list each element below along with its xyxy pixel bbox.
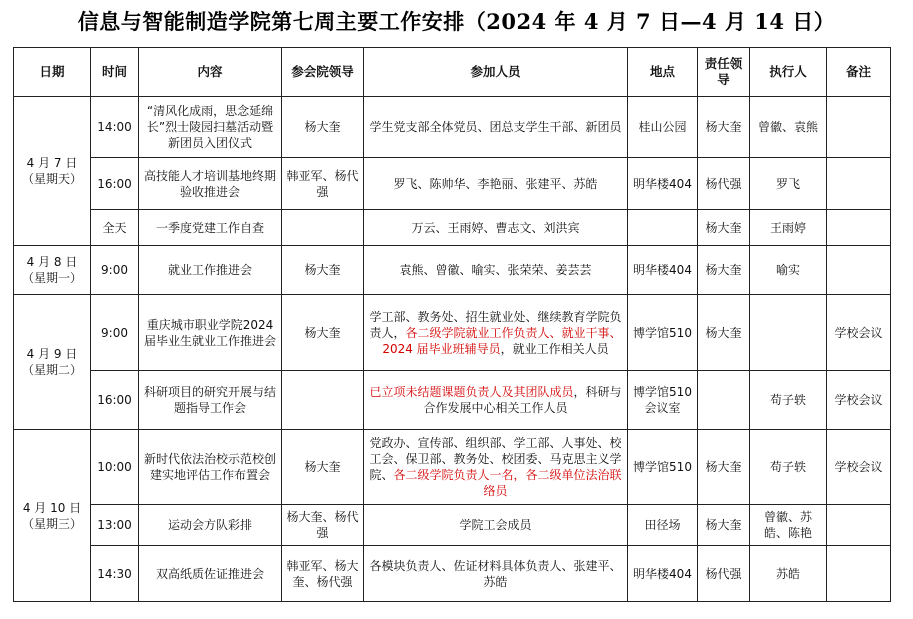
executor-cell: 喻实: [750, 246, 827, 295]
location-cell: 博学馆510: [628, 430, 698, 505]
participants-text: 学院工会成员: [459, 518, 532, 532]
content-cell: 一季度党建工作自查: [139, 210, 282, 246]
participants-text: 党政办、宣传部、组织部、学工部、人事处、校工会、保卫部、教务处、校团委、马克思主义学院、: [369, 436, 622, 482]
responsible-cell: 杨大奎: [698, 505, 750, 546]
leader-cell: 杨大奎: [282, 246, 364, 295]
remarks-cell: [827, 246, 891, 295]
executor-cell: 曾徽、苏皓、陈艳: [750, 505, 827, 546]
content-cell: 新时代依法治校示范校创建实地评估工作布置会: [139, 430, 282, 505]
weekday-line: （星期三）: [21, 516, 82, 531]
responsible-cell: 杨大奎: [698, 295, 750, 371]
executor-cell: 苟子轶: [750, 430, 827, 505]
header-leader: 参会院领导: [282, 48, 364, 97]
participants-cell: [364, 158, 628, 210]
header-content: 内容: [139, 48, 282, 97]
remarks-cell: 学校会议: [827, 371, 891, 430]
time-cell: 13:00: [91, 505, 139, 546]
participants-text: 袁熊、曾徽、喻实、张荣荣、姜芸芸: [399, 263, 592, 277]
leader-cell: 杨大奎: [282, 430, 364, 505]
remarks-cell: [827, 546, 891, 602]
time-cell: 14:30: [91, 546, 139, 602]
time-cell: 14:00: [91, 97, 139, 158]
time-cell: 9:00: [91, 246, 139, 295]
participants-cell: [364, 97, 628, 158]
content-cell: 高技能人才培训基地终期验收推进会: [139, 158, 282, 210]
remarks-cell: 学校会议: [827, 295, 891, 371]
remarks-cell: [827, 505, 891, 546]
remarks-cell: [827, 158, 891, 210]
participants-cell: [364, 430, 628, 505]
participants-text: 万云、王雨婷、曹志文、刘洪宾: [411, 220, 580, 235]
participants-cell: [364, 246, 628, 295]
header-responsible: 责任领导: [698, 48, 750, 97]
participants-text: 各模块负责人、佐证材料具体负责人、张建平、苏皓: [369, 558, 622, 589]
participants-cell: [364, 295, 628, 371]
participants-cell: [364, 371, 628, 430]
table-row: [14, 546, 891, 602]
participants-cell: [364, 210, 628, 246]
date-line: 4 月 10 日: [22, 500, 82, 515]
date-line: 4 月 8 日: [26, 255, 78, 269]
weekday-line: （星期二）: [21, 363, 82, 377]
location-cell: 明华楼404: [628, 546, 698, 602]
page-title: 信息与智能制造学院第七周主要工作安排（2024 年 4 月 7 日—4 月 14 日）: [77, 9, 836, 34]
header-executor: 执行人: [750, 48, 827, 97]
leader-cell: 杨大奎: [282, 97, 364, 158]
location-cell: 田径场: [628, 505, 698, 546]
header-date: 日期: [14, 48, 91, 97]
date-cell: [14, 246, 91, 295]
content-cell: 科研项目的研究开展与结题指导工作会: [139, 371, 282, 430]
leader-cell: 杨大奎、杨代强: [282, 505, 364, 546]
participants-text: 学工部、教务处、招生就业处、继续教育学院负责人，: [369, 309, 622, 340]
date-cell: [14, 295, 91, 430]
location-cell: 桂山公园: [628, 97, 698, 158]
time-cell: 9:00: [91, 295, 139, 371]
date-cell: [14, 97, 91, 246]
weekday-line: （星期天）: [21, 172, 82, 186]
executor-cell: 苏皓: [750, 546, 827, 602]
table-row: [14, 158, 891, 210]
content-cell: “清风化成雨，思念延绵长”烈士陵园扫墓活动暨新团员入团仪式: [139, 97, 282, 158]
header-row: [14, 48, 891, 97]
date-line: 4 月 7 日: [26, 156, 78, 170]
table-row: [14, 97, 891, 158]
location-cell: [628, 210, 698, 246]
content-cell: 双高纸质佐证推进会: [139, 546, 282, 602]
content-cell: 运动会方队彩排: [139, 505, 282, 546]
table-row: [14, 210, 891, 246]
time-cell: 16:00: [91, 158, 139, 210]
participants-cell: [364, 546, 628, 602]
participants-highlight: 已立项未结题课题负责人及其团队成员: [369, 385, 574, 399]
leader-cell: [282, 371, 364, 430]
participants-cell: [364, 505, 628, 546]
responsible-cell: 杨大奎: [698, 97, 750, 158]
leader-cell: 杨大奎: [282, 295, 364, 371]
executor-cell: [750, 295, 827, 371]
date-cell: [14, 430, 91, 602]
remarks-cell: 学校会议: [827, 430, 891, 505]
executor-cell: 曾徽、袁熊: [750, 97, 827, 158]
weekday-line: （星期一）: [21, 271, 82, 285]
table-row: [14, 246, 891, 295]
location-cell: 博学馆510 会议室: [628, 371, 698, 430]
responsible-cell: 杨代强: [698, 158, 750, 210]
date-line: 4 月 9 日: [26, 347, 78, 361]
remarks-cell: [827, 210, 891, 246]
participants-highlight: 各二级学院负责人一名，各二级单位法治联络员: [393, 468, 622, 498]
content-cell: 就业工作推进会: [139, 246, 282, 295]
location-cell: 明华楼404: [628, 246, 698, 295]
participants-highlight: 各二级学院就业工作负责人、就业干事、2024 届毕业班辅导员: [382, 325, 622, 356]
responsible-cell: 杨代强: [698, 546, 750, 602]
remarks-cell: [827, 97, 891, 158]
table-row: [14, 505, 891, 546]
responsible-cell: 杨大奎: [698, 246, 750, 295]
participants-text: 学生党支部全体党员、团总支学生干部、新团员: [369, 120, 622, 134]
location-cell: 明华楼404: [628, 158, 698, 210]
leader-cell: 韩亚军、杨代强: [282, 158, 364, 210]
executor-cell: 罗飞: [750, 158, 827, 210]
participants-tail: ，科研与合作发展中心相关工作人员: [423, 385, 622, 415]
time-cell: 全天: [91, 210, 139, 246]
content-cell: 重庆城市职业学院2024 届毕业生就业工作推进会: [139, 295, 282, 371]
responsible-cell: 杨大奎: [698, 210, 750, 246]
header-location: 地点: [628, 48, 698, 97]
table-row: [14, 430, 891, 505]
header-participants: 参加人员: [364, 48, 628, 97]
time-cell: 10:00: [91, 430, 139, 505]
location-cell: 博学馆510: [628, 295, 698, 371]
leader-cell: [282, 210, 364, 246]
schedule-table: [13, 47, 891, 602]
leader-cell: 韩亚军、杨大奎、杨代强: [282, 546, 364, 602]
executor-cell: 苟子轶: [750, 371, 827, 430]
participants-text: 罗飞、陈帅华、李艳丽、张建平、苏皓: [393, 176, 598, 191]
responsible-cell: 杨大奎: [698, 430, 750, 505]
header-remarks: 备注: [827, 48, 891, 97]
executor-cell: 王雨婷: [750, 210, 827, 246]
header-time: 时间: [91, 48, 139, 97]
time-cell: 16:00: [91, 371, 139, 430]
participants-tail: ，就业工作相关人员: [500, 341, 609, 356]
table-row: [14, 371, 891, 430]
table-row: [14, 295, 891, 371]
responsible-cell: [698, 371, 750, 430]
